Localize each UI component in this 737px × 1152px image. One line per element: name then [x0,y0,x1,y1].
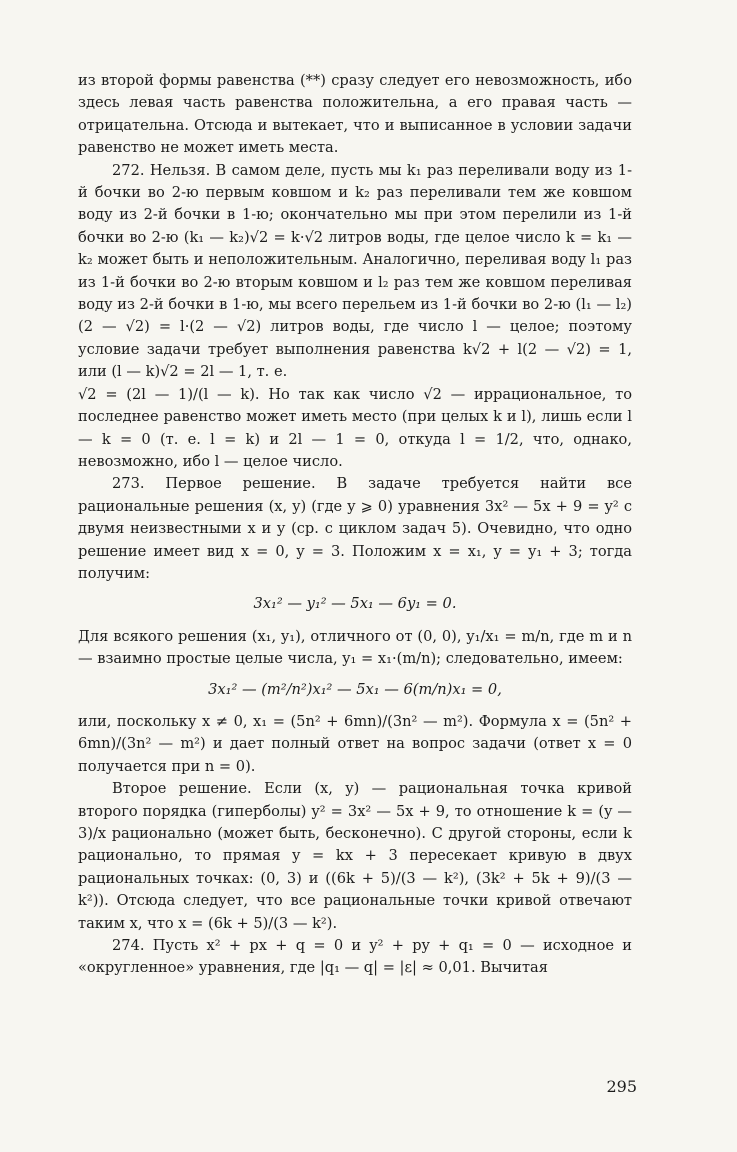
page-number: 295 [606,1077,637,1096]
paragraph-273: 273. Первое решение. В задаче требуется найти все рациональные решения (x, y) (где y ⩾ 0) уравнения 3x² — 5x + 9 = y² с двумя неизвестными x и y (ср. с циклом задач 5). Очевидно, что одно решение имеет вид x = 0, y = 3. Положим x = x₁, y = y₁ + 3; тогда получим: [78,475,632,582]
paragraph: √2 = (2l — 1)/(l — k). Но так как число √2 — иррациональное, то последнее равенство может иметь место (при целых k и l), лишь если l — k = 0 (т. е. l = k) и 2l — 1 = 0, откуда l = 1/2, что, однако, невозможно, ибо l — целое число. [78,385,632,470]
paragraph-274: 274. Пусть x² + px + q = 0 и y² + py + q₁ = 0 — исходное и «округленное» уравнения, где |q₁ — q| = |ε| ≈ 0,01. Вычитая [78,937,632,977]
paragraph: Для всякого решения (x₁, y₁), отличного от (0, 0), y₁/x₁ = m/n, где m и n — взаимно простые целые числа, y₁ = x₁·(m/n); следовательно, имеем: [78,627,632,668]
paragraph-272: 272. Нельзя. В самом деле, пусть мы k₁ раз переливали воду из 1-й бочки во 2-ю первым ковшом и k₂ раз переливали тем же ковшом воду из 2-й бочки в 1-ю; окончательно мы при этом перелили из 1-й бочки во 2-ю (k₁ — k₂)√2 = k·√2 литров воды, где целое число k = k₁ — k₂ может быть и неположительным. Аналогично, переливая воду l₁ раз из 1-й бочки во 2-ю вторым ковшом и l₂ раз тем же ковшом переливая воду из 2-й бочки в 1-ю, мы всего перельем из 1-й бочки во 2-ю (l₁ — l₂)(2 — √2) = l·(2 — √2) литров воды, где число l — целое; поэтому условие задачи требует выполнения равенства k√2 + l(2 — √2) = 1, или (l — k)√2 = 2l — 1, т. е. [78,161,632,381]
formula: 3x₁² — (m²/n²)x₁² — 5x₁ — 6(m/n)x₁ = 0, [208,680,502,698]
paragraph: или, поскольку x ≠ 0, x₁ = (5n² + 6mn)/(3n² — m²). Формула x = (5n² + 6mn)/(3n² — m²) и дает полный ответ на вопрос задачи (ответ x = 0 получается при n = 0). [78,712,632,775]
paragraph-second-solution: Второе решение. Если (x, y) — рациональная точка кривой второго порядка (гиперболы) y² = 3x² — 5x + 9, то отношение k = (y — 3)/x рационально (может быть, бесконечно). С другой стороны, если k рационально, то прямая y = kx + 3 пересекает кривую в двух рациональных точках: (0, 3) и ((6k + 5)/(3 — k²), (3k² + 5k + 9)/(3 — k²)). Отсюда следует, что все рациональные точки кривой отвечают таким x, что x = (6k + 5)/(3 — k²). [78,780,632,932]
page-text [78,70,632,980]
paragraph: из второй формы равенства (**) сразу следует его невозможность, ибо здесь левая часть равенства положительна, а его правая часть — отрицательна. Отсюда и вытекает, что и выписанное в условии задачи равенство не может иметь места. [78,72,632,157]
formula: 3x₁² — y₁² — 5x₁ — 6y₁ = 0. [253,595,457,613]
